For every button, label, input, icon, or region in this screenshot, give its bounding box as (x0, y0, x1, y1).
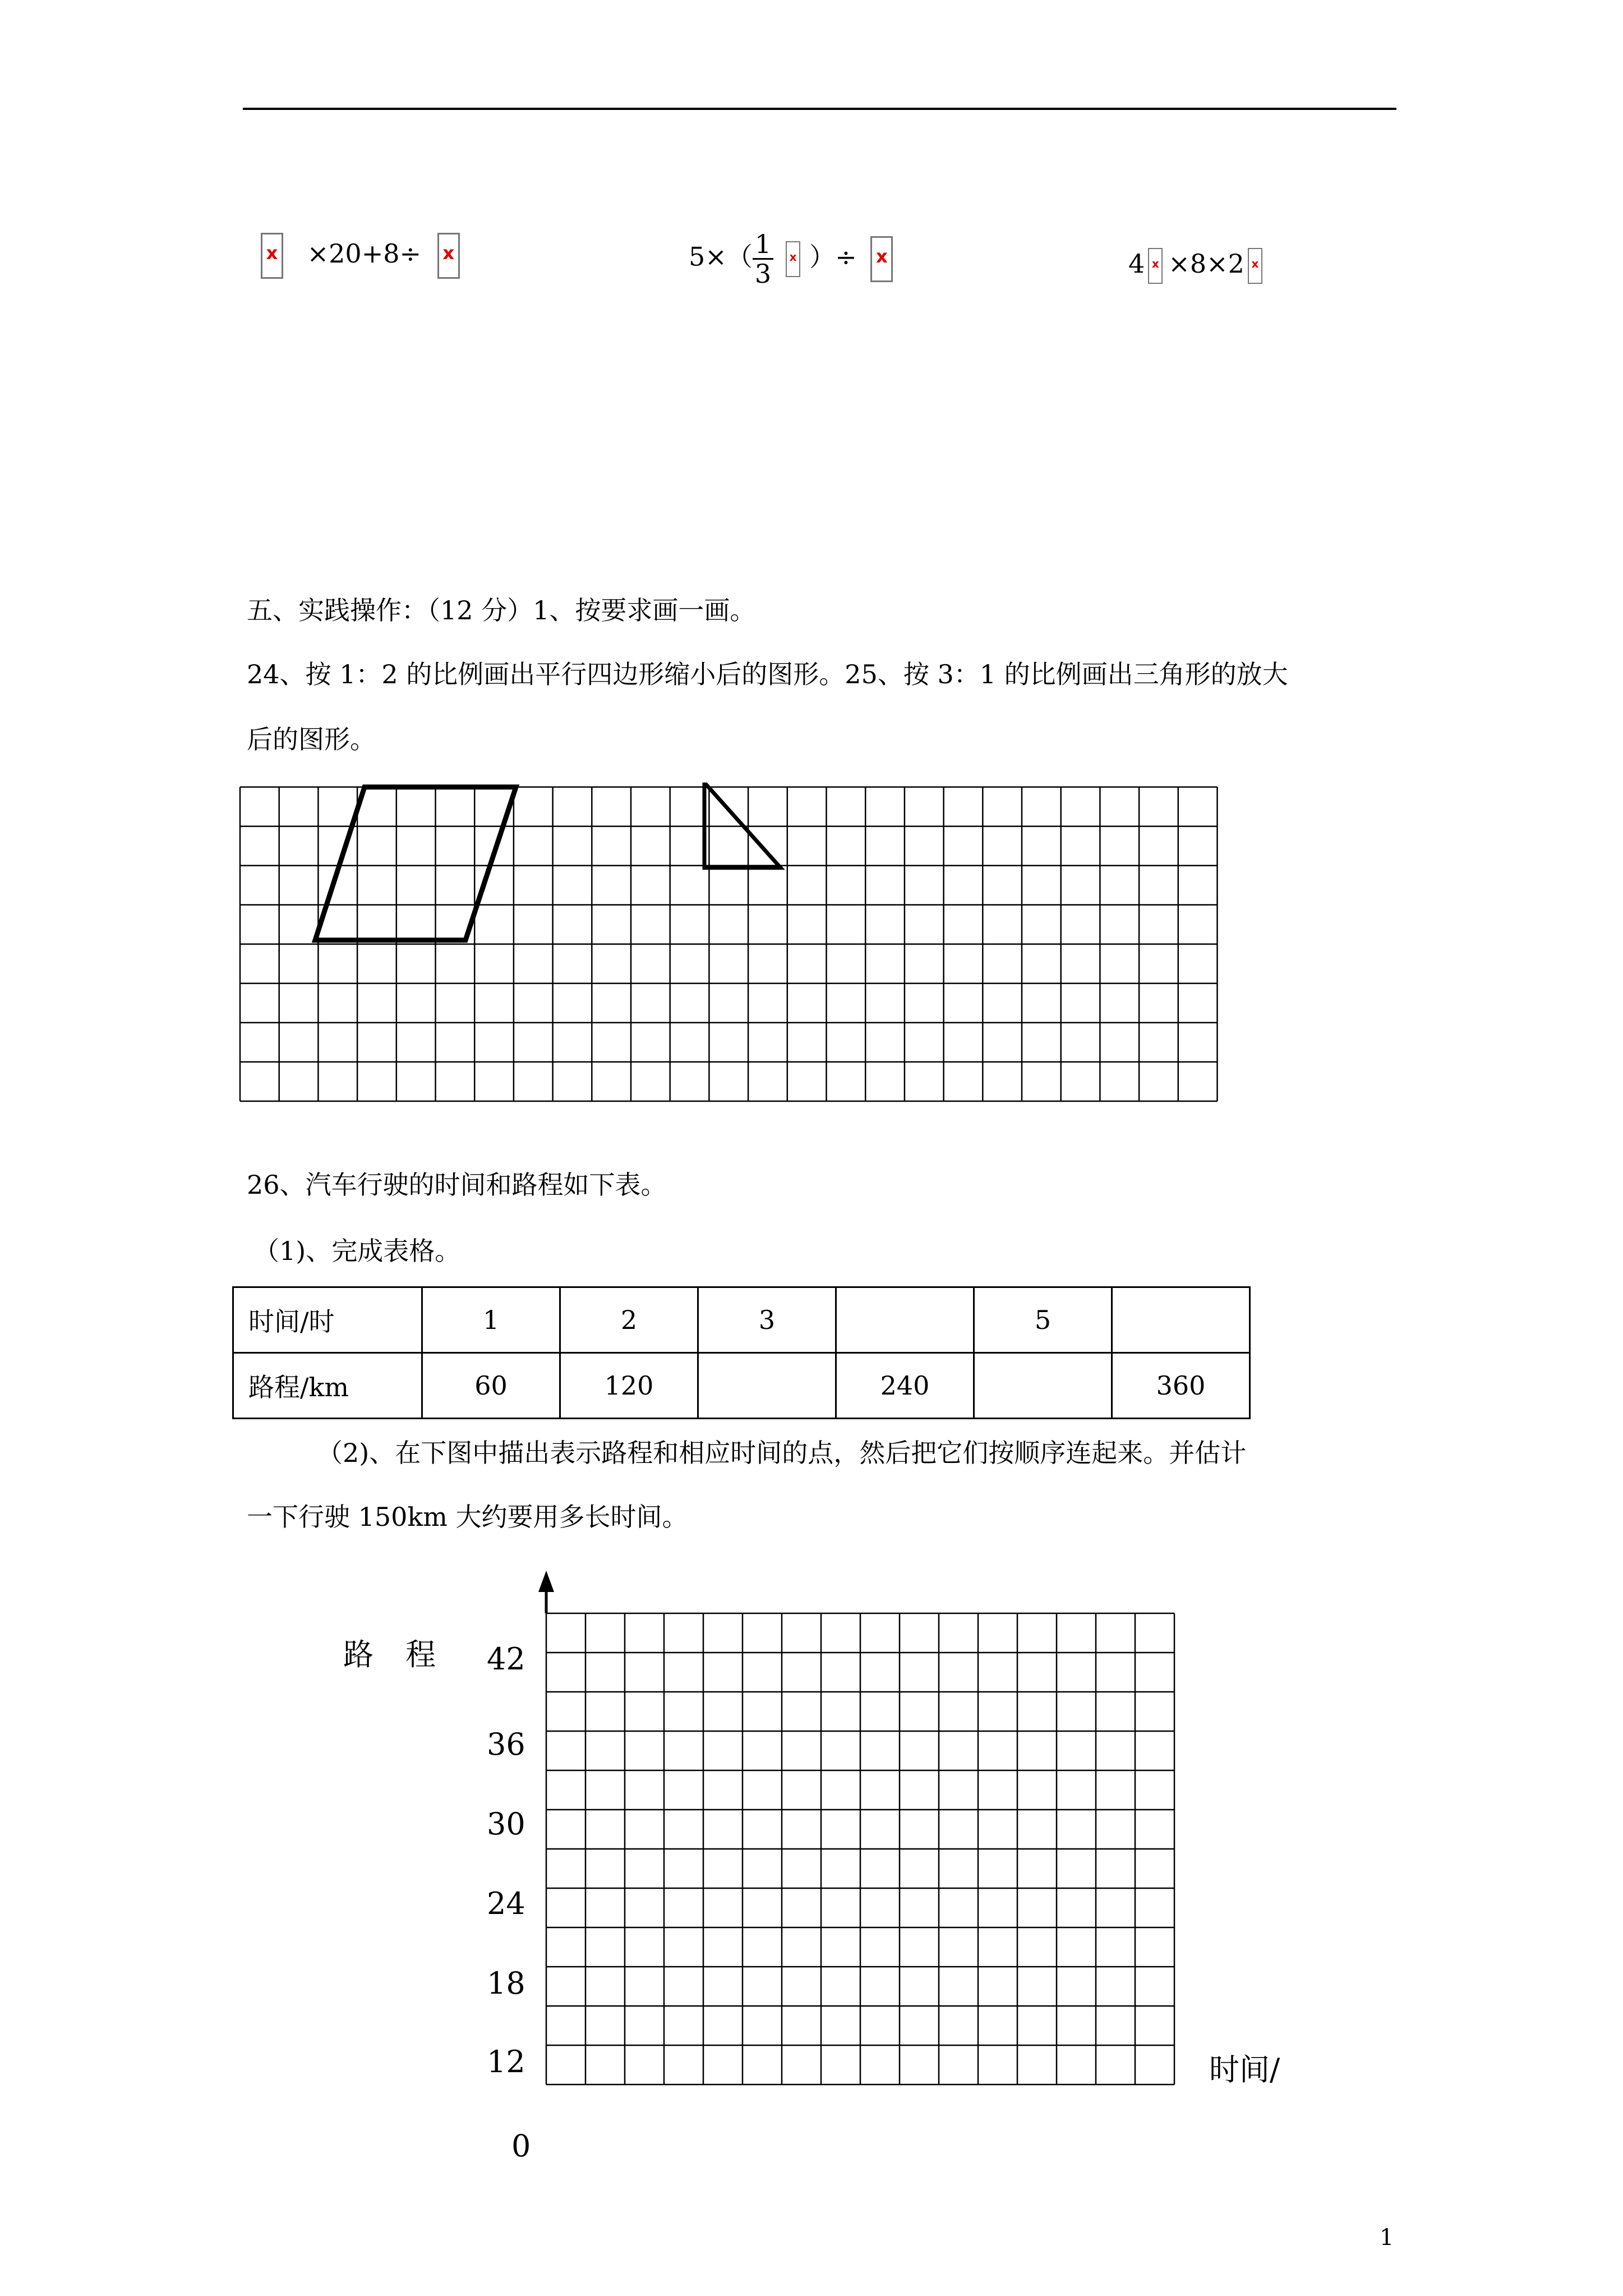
broken-image-icon: x (870, 236, 893, 282)
x-axis-title: 时间/ (1209, 2052, 1280, 2087)
question-24-line2: 后的图形。 (247, 724, 376, 754)
table-cell (1112, 1287, 1250, 1353)
broken-image-icon: x (1148, 248, 1163, 284)
question-26-part2-line2: 一下行驶 150km 大约要用多长时间。 (247, 1502, 688, 1532)
expression-1-text: ×20+8÷ (307, 238, 422, 269)
y-axis-title: 路 程 (343, 1637, 448, 1672)
question-26-part2-line1: （2)、在下图中描出表示路程和相应时间的点，然后把它们按顺序连起来。并估计 (317, 1438, 1247, 1468)
y-tick-label: 0 (511, 2128, 531, 2164)
y-tick-label: 12 (487, 2044, 525, 2079)
table-cell: 240 (836, 1353, 974, 1419)
table-cell: 2 (560, 1287, 698, 1353)
expression-3 (1128, 247, 1262, 284)
table-cell: 360 (1112, 1353, 1250, 1419)
graph-grid-lines (546, 1613, 1174, 2085)
fraction-numerator: 1 (753, 230, 773, 260)
expression-1 (261, 233, 460, 279)
drawing-grid-lines (240, 787, 1218, 1101)
table-cell: 120 (560, 1353, 698, 1419)
question-26-part1: （1)、完成表格。 (253, 1236, 461, 1266)
expression-2 (689, 230, 893, 288)
page-number: 1 (1380, 2225, 1394, 2251)
table-cell (698, 1353, 836, 1419)
table-cell: 1 (422, 1287, 560, 1353)
section-5-heading: 五、实践操作：（12 分）1、按要求画一画。 (247, 595, 756, 625)
table-cell (836, 1287, 974, 1353)
table-cell-distance-label: 路程/km (233, 1353, 422, 1419)
parallelogram-shape (315, 787, 516, 940)
table-cell: 60 (422, 1353, 560, 1419)
expression-2-after: ）÷ (809, 241, 857, 272)
header-rule (243, 108, 1396, 110)
triangle-shape (704, 783, 781, 868)
question-24-line1: 24、按 1：2 的比例画出平行四边形缩小后的图形。25、按 3：1 的比例画出三角形的放大 (247, 659, 1288, 689)
y-tick-label: 30 (487, 1806, 525, 1842)
y-tick-label: 24 (487, 1886, 525, 1921)
broken-image-icon: x (437, 233, 460, 279)
table-row-time (233, 1287, 1250, 1353)
y-tick-label: 42 (487, 1641, 525, 1677)
broken-image-icon: x (261, 233, 283, 279)
fraction (753, 230, 773, 288)
drawing-grid (236, 783, 1228, 1102)
fraction-denominator: 3 (754, 259, 772, 289)
table-cell-time-label: 时间/时 (233, 1287, 422, 1353)
table-row-distance (233, 1353, 1250, 1419)
y-tick-label: 36 (487, 1727, 525, 1762)
broken-image-icon: x (786, 241, 800, 277)
y-tick-label: 18 (487, 1966, 525, 2001)
expression-2-prefix: 5×（ (689, 241, 753, 272)
broken-image-icon: x (1248, 248, 1262, 284)
table-cell (974, 1353, 1112, 1419)
question-26-title: 26、汽车行驶的时间和路程如下表。 (247, 1170, 667, 1200)
expression-3-text: ×8×2 (1168, 249, 1244, 279)
expression-3-prefix: 4 (1128, 249, 1145, 279)
table-cell: 5 (974, 1287, 1112, 1353)
time-distance-table (232, 1286, 1251, 1419)
table-cell: 3 (698, 1287, 836, 1353)
distance-time-graph (530, 1571, 1181, 2098)
